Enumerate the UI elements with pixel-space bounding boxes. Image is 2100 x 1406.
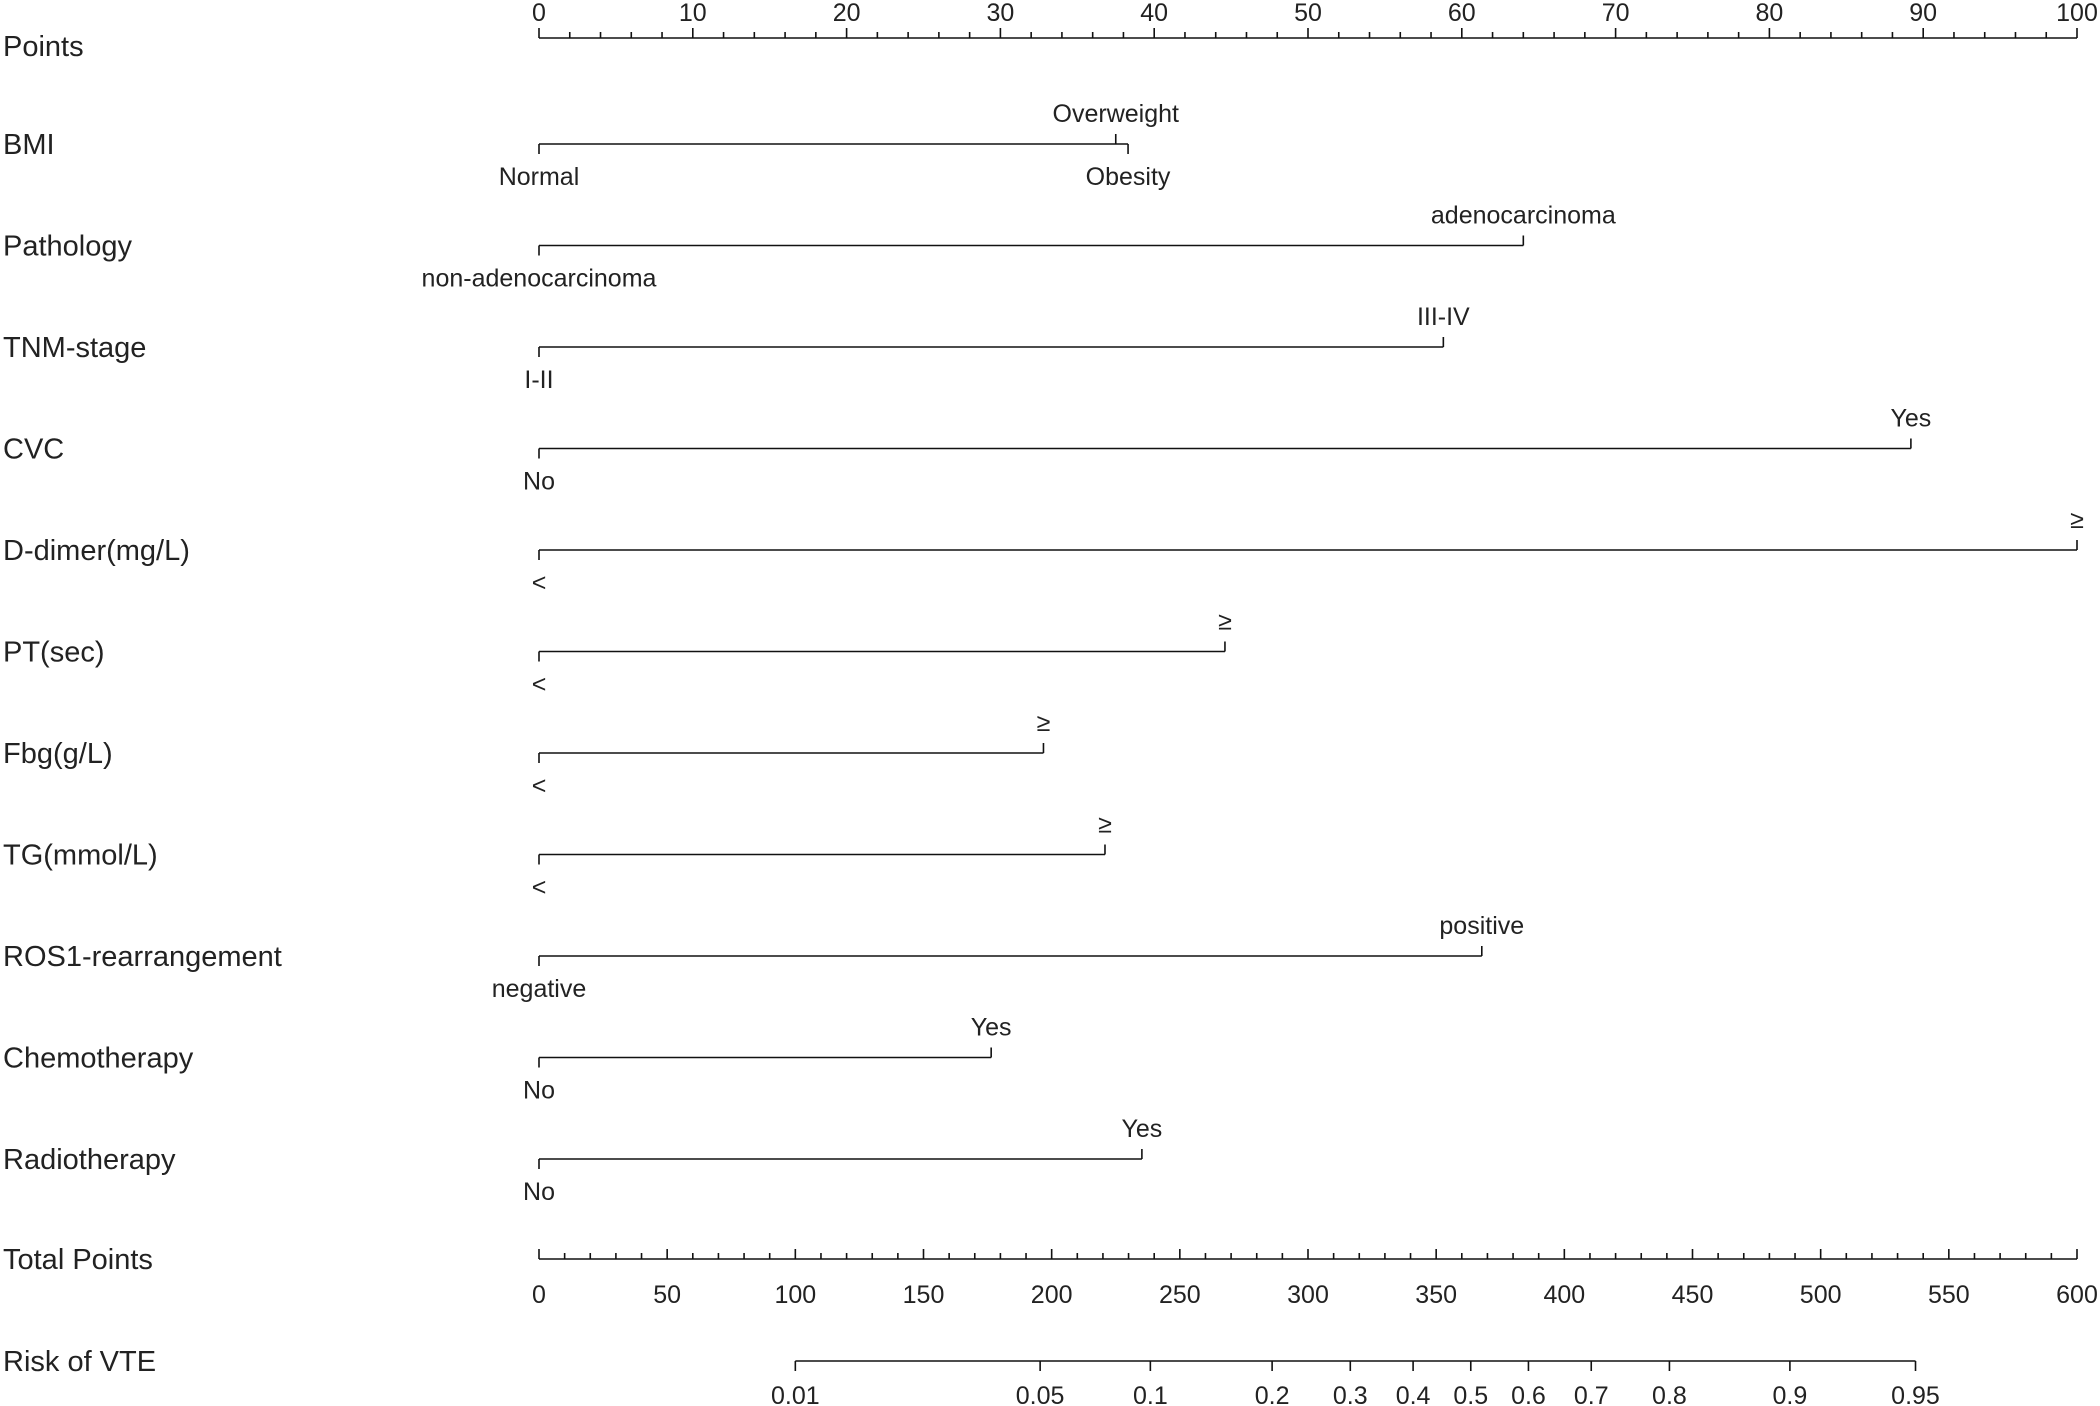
row-label-d-dimer-mg-l: D-dimer(mg/L) [3, 535, 190, 567]
level-label-bmi: Obesity [1085, 163, 1171, 191]
points-tick-label: 90 [1909, 0, 1938, 27]
row-label-ros1-rearrangement: ROS1-rearrangement [3, 941, 282, 973]
points-axis-label: Points [3, 31, 84, 63]
points-tick-label: 70 [1601, 0, 1630, 27]
level-label-chemotherapy: No [523, 1076, 555, 1105]
level-label-tnm-stage: III-IV [1416, 303, 1470, 331]
row-label-bmi: BMI [3, 129, 55, 161]
points-tick-label: 60 [1447, 0, 1476, 27]
level-label-chemotherapy: Yes [970, 1013, 1012, 1042]
total-points-tick-label: 400 [1543, 1281, 1586, 1309]
row-label-cvc: CVC [3, 433, 65, 466]
level-label-tg-mmol-l: < [531, 873, 547, 902]
risk-tick-label: 0.5 [1453, 1382, 1489, 1406]
level-label-pathology: adenocarcinoma [1430, 201, 1616, 230]
risk-tick-label: 0.8 [1652, 1382, 1687, 1406]
risk-tick-label: 0.4 [1395, 1382, 1431, 1406]
points-tick-label: 100 [2056, 0, 2098, 27]
risk-tick-label: 0.9 [1772, 1382, 1808, 1406]
level-label-pt-sec: < [531, 670, 547, 699]
risk-tick-label: 0.05 [1015, 1382, 1065, 1406]
points-tick-label: 40 [1140, 0, 1169, 27]
level-label-ros1-rearrangement: negative [491, 975, 587, 1003]
risk-tick-label: 0.01 [770, 1382, 820, 1406]
total-points-tick-label: 150 [902, 1281, 945, 1309]
points-tick-label: 0 [532, 0, 546, 27]
level-label-bmi: Overweight [1052, 100, 1179, 128]
total-points-tick-label: 250 [1158, 1281, 1201, 1309]
risk-tick-label: 0.1 [1132, 1382, 1168, 1406]
total-points-tick-label: 550 [1927, 1281, 1970, 1309]
points-tick-label: 20 [832, 0, 861, 27]
level-label-tnm-stage: I-II [524, 366, 554, 394]
points-tick-label: 10 [678, 0, 707, 27]
level-label-cvc: No [523, 467, 555, 496]
total-points-tick-label: 450 [1671, 1281, 1714, 1309]
level-label-pt-sec: ≥ [1218, 607, 1232, 636]
total-points-tick-label: 300 [1287, 1281, 1329, 1309]
row-label-radiotherapy: Radiotherapy [3, 1144, 176, 1176]
level-label-fbg-g-l: < [531, 772, 547, 800]
risk-tick-label: 0.6 [1511, 1382, 1546, 1406]
total-points-axis-label: Total Points [3, 1244, 153, 1276]
level-label-d-dimer-mg-l: < [531, 569, 547, 597]
level-label-pathology: non-adenocarcinoma [421, 264, 657, 293]
row-label-tg-mmol-l: TG(mmol/L) [3, 839, 158, 872]
level-label-radiotherapy: No [523, 1178, 555, 1206]
total-points-tick-label: 50 [653, 1281, 682, 1309]
level-label-d-dimer-mg-l: ≥ [2070, 506, 2084, 534]
total-points-tick-label: 200 [1030, 1281, 1073, 1309]
risk-tick-label: 0.7 [1573, 1382, 1609, 1406]
points-tick-label: 50 [1294, 0, 1322, 27]
points-tick-label: 80 [1755, 0, 1784, 27]
row-label-pathology: Pathology [3, 230, 132, 263]
row-label-fbg-g-l: Fbg(g/L) [3, 738, 113, 770]
risk-axis-label: Risk of VTE [3, 1346, 157, 1378]
total-points-tick-label: 600 [2056, 1281, 2098, 1309]
row-label-tnm-stage: TNM-stage [3, 332, 147, 364]
row-label-chemotherapy: Chemotherapy [3, 1042, 194, 1075]
level-label-cvc: Yes [1890, 404, 1932, 433]
total-points-tick-label: 500 [1799, 1281, 1842, 1309]
level-label-radiotherapy: Yes [1121, 1115, 1163, 1143]
level-label-ros1-rearrangement: positive [1439, 912, 1525, 940]
row-label-pt-sec: PT(sec) [3, 636, 105, 669]
level-label-fbg-g-l: ≥ [1036, 709, 1051, 737]
risk-tick-label: 0.95 [1891, 1382, 1940, 1406]
points-tick-label: 30 [986, 0, 1015, 27]
risk-tick-label: 0.2 [1254, 1382, 1290, 1406]
level-label-bmi: Normal [498, 163, 580, 191]
level-label-tg-mmol-l: ≥ [1098, 810, 1112, 839]
risk-tick-label: 0.3 [1332, 1382, 1368, 1406]
total-points-tick-label: 100 [774, 1281, 817, 1309]
total-points-tick-label: 0 [532, 1281, 546, 1309]
total-points-tick-label: 350 [1415, 1281, 1458, 1309]
